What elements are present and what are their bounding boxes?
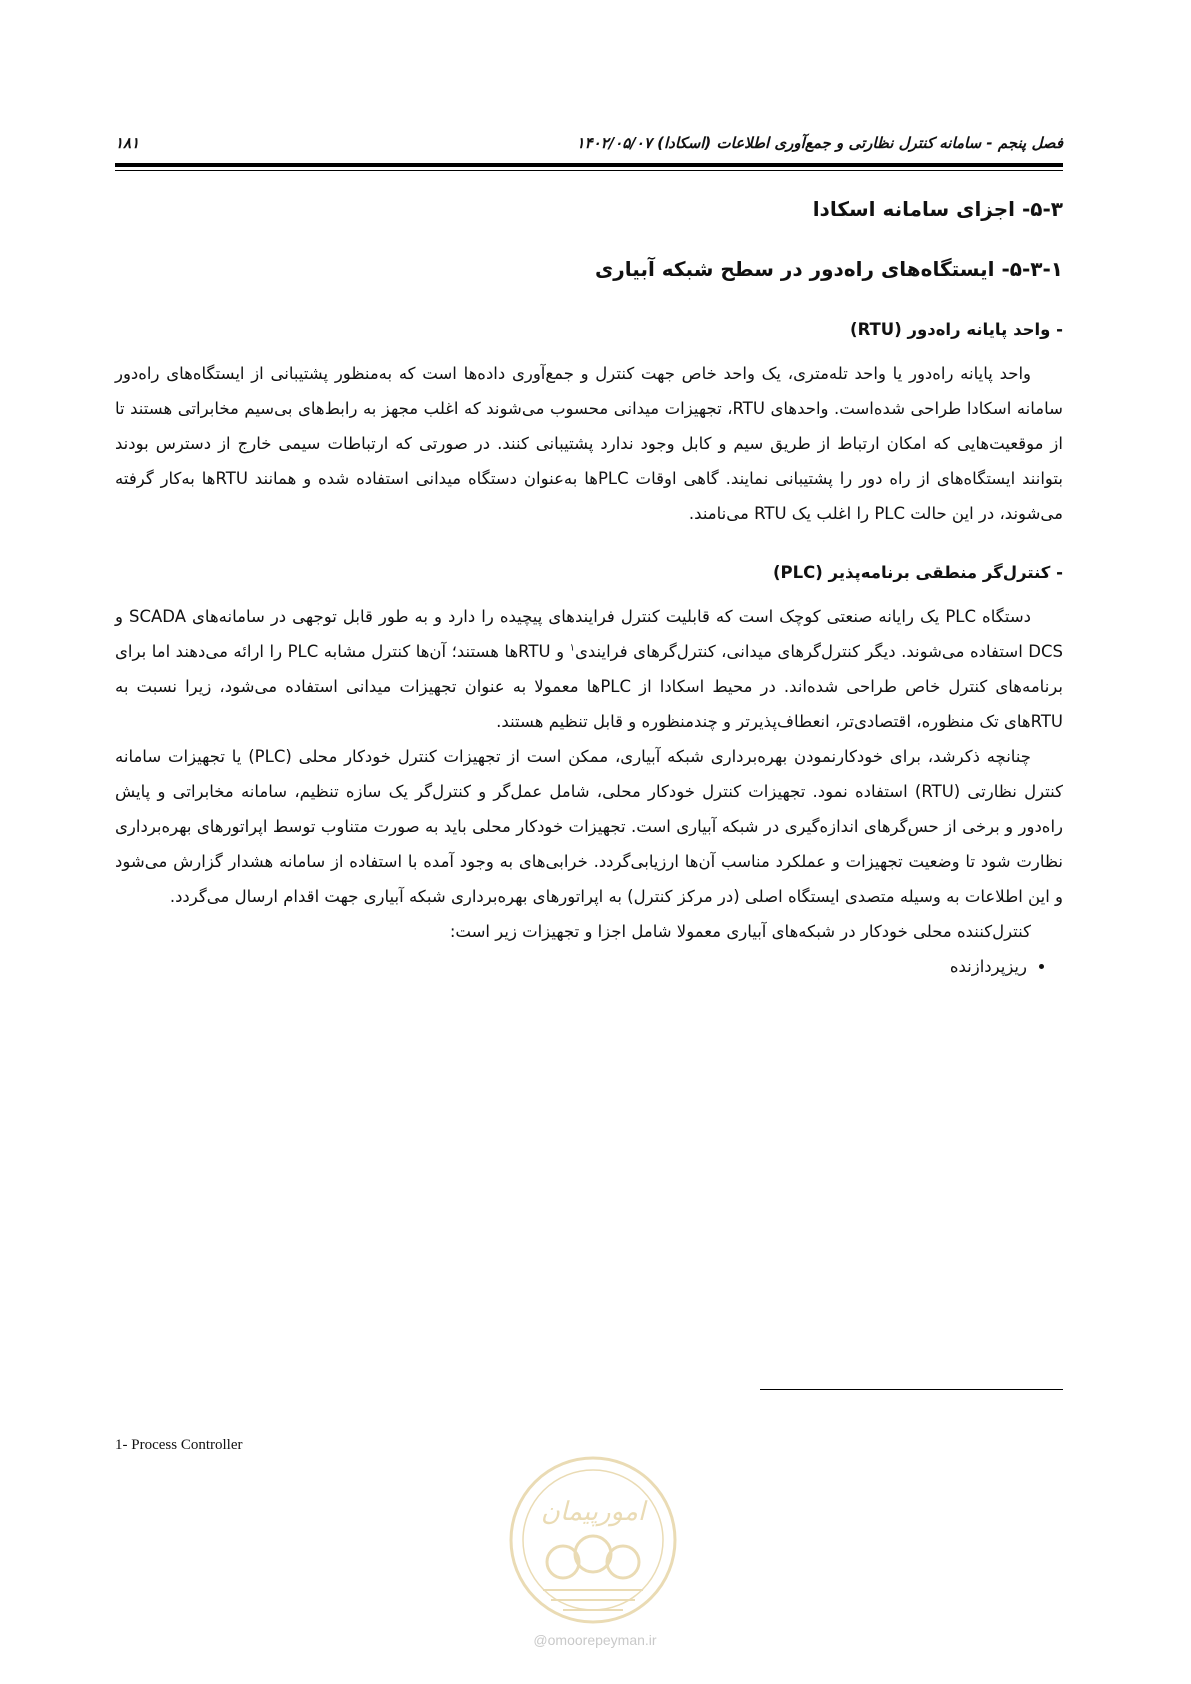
subsection-heading: ۵-۳-۱- ایستگاه‌های راه‌دور در سطح شبکه آبیاری (594, 257, 1063, 281)
footnote-marker: ۱ (569, 642, 575, 654)
rtu-paragraph: واحد پایانه راه‌دور یا واحد تله‌متری، یک واحد خاص جهت کنترل و جمع‌آوری داده‌ها است که به‌منظور پشتیبانی از ایستگاه‌های راه‌دور سامانه اسکادا طراحی شده‌است. واحدهای RTU، تجهیزات میدانی محسوب می‌شوند که اغلب مجهز به رابط‌های بی‌سیم مخابراتی هستند تا از موقعیت‌هایی که امکان ارتباط از طریق سیم و کابل وجود ندارد پشتیبانی کنند. در صورتی که ارتباطات سیمی خارج از دسترس بودند بتوانند ایستگاه‌های از راه دور را پشتیبانی نمایند. گاهی اوقات PLCها به‌عنوان دستگاه میدانی استفاده شده و همانند RTUها به‌کار گرفته می‌شوند، در این حالت PLC را اغلب یک RTU می‌نامند. (115, 364, 1063, 523)
watermark-grid-lines (543, 1590, 643, 1610)
section-heading: ۵-۳- اجزای سامانه اسکادا (812, 197, 1063, 221)
footnote: 1- Process Controller (115, 1437, 243, 1453)
watermark-gear-right (607, 1546, 639, 1578)
rtu-heading: - واحد پایانه راه‌دور (RTU) (850, 320, 1063, 339)
watermark-logo (503, 1450, 683, 1630)
chapter-title: فصل پنجم - سامانه کنترل نظارتی و جمع‌آوری اطلاعات (اسکادا) ۱۴۰۲/۰۵/۰۷ (576, 134, 1063, 152)
watermark-gear-center (575, 1536, 611, 1572)
plc-paragraph (115, 599, 1063, 739)
plc-paragraph-part-2: و RTUها هستند؛ آن‌ها کنترل مشابه PLC را ارائه می‌دهند اما برای برنامه‌های کنترل خاص طراحی شده‌اند. در محیط اسکادا از PLCها معمولا به عنوان تجهیزات میدانی استفاده می‌شود، زیرا نسبت به RTUهای تک منظوره، اقتصادی‌تر، انعطاف‌پذیرتر و چندمنظوره و قابل تنظیم هستند. (115, 642, 1063, 731)
component-list (115, 949, 1063, 984)
watermark-outer-ring (511, 1458, 675, 1622)
plc-paragraph-part-1: دستگاه PLC یک رایانه صنعتی کوچک است که قابلیت کنترل فرایندهای پیچیده را دارد و به طور قابل توجهی در سامانه‌های SCADA و DCS استفاده می‌شوند. دیگر کنترل‌گرهای میدانی، کنترل‌گرهای فرایندی (115, 607, 1063, 661)
automation-paragraph: چنانچه ذکرشد، برای خودکارنمودن بهره‌برداری شبکه آبیاری، ممکن است از تجهیزات کنترل خودکار محلی (PLC) یا تجهیزات سامانه کنترل نظارتی (RTU) استفاده نمود. تجهیزات کنترل خودکار محلی، شامل عمل‌گر و کنترل‌گر یک سازه تنظیم، سامانه مخابراتی و پایش راه‌دور و برخی از حس‌گرهای اندازه‌گیری در شبکه آبیاری است. تجهیزات خودکار محلی باید به صورت متناوب توسط اپراتورهای بهره‌برداری نظارت شود تا وضعیت تجهیزات و عملکرد مناسب آن‌ها ارزیابی‌گردد. خرابی‌های به وجود آمده با استفاده از سامانه هشدار گزارش می‌شود و این اطلاعات به وسیله متصدی ایستگاه اصلی (در مرکز کنترل) به اپراتورهای بهره‌برداری شبکه آبیاری جهت اقدام ارسال می‌گردد. (115, 747, 1063, 906)
watermark-logo-text: امورپیمان (540, 1497, 646, 1527)
list-item: • ریزپردازنده (115, 949, 1027, 984)
page-number: ۱۸۱ (115, 134, 140, 152)
header-rule-thick (115, 163, 1063, 167)
header-rule-thin (115, 170, 1063, 171)
watermark-url: @omoorepeyman.ir (533, 1632, 657, 1648)
main-content (115, 190, 1063, 984)
running-header (115, 128, 1063, 158)
footnote-rule (760, 1389, 1063, 1390)
plc-heading: - کنترل‌گر منطقی برنامه‌پذیر (PLC) (773, 563, 1063, 582)
controller-intro-paragraph: کنترل‌کننده محلی خودکار در شبکه‌های آبیاری معمولا شامل اجزا و تجهیزات زیر است: (449, 922, 1031, 941)
